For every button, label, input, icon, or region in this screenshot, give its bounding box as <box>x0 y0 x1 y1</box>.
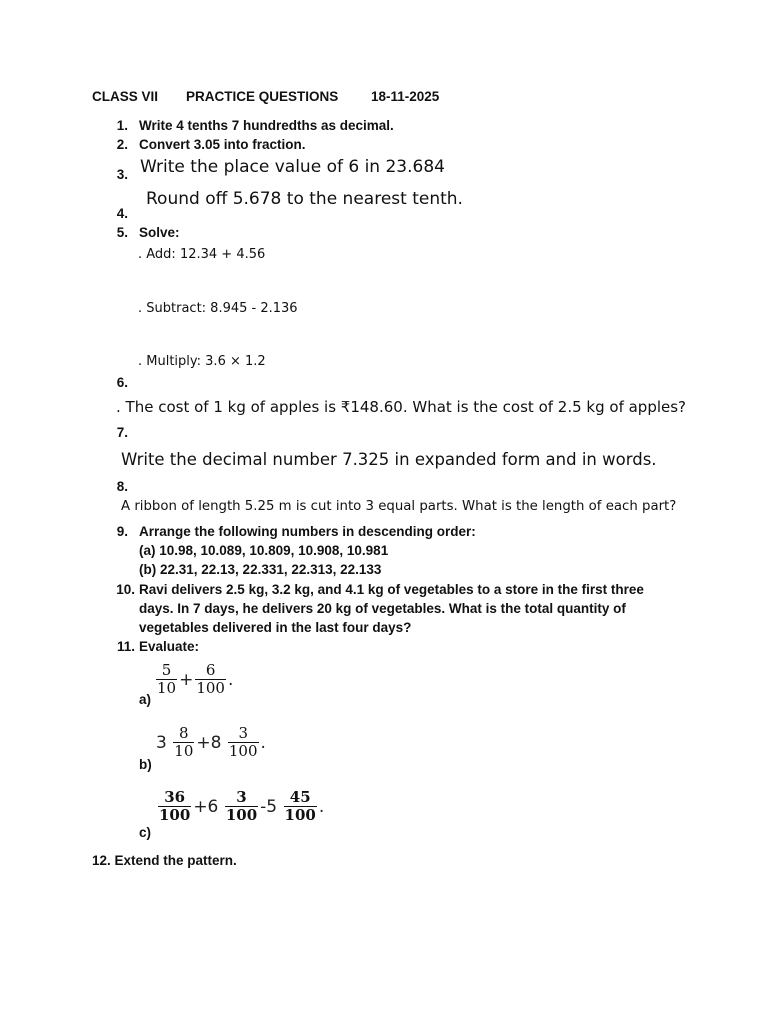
solve-part-add: . Add: 12.34 + 4.56 <box>138 247 266 262</box>
operator: + <box>179 669 194 690</box>
question-number: 5. <box>116 225 128 240</box>
expression-b <box>156 725 268 760</box>
question-9-text: Arrange the following numbers in descending order: <box>139 524 476 539</box>
question-10-line-2: days. In 7 days, he delivers 20 kg of vegetables. What is the total quantity of <box>139 601 626 616</box>
question-10-line-1: Ravi delivers 2.5 kg, 3.2 kg, and 4.1 kg of vegetables to a store in the first three <box>139 582 644 597</box>
question-number: 1. <box>116 118 128 133</box>
question-6-text: . The cost of 1 kg of apples is ₹148.60. What is the cost of 2.5 kg of apples? <box>116 398 687 416</box>
question-number: 9. <box>116 524 128 539</box>
fraction <box>225 789 258 824</box>
fraction <box>173 725 194 760</box>
question-5-text: Solve: <box>139 225 180 240</box>
expression-c <box>158 789 326 824</box>
class-label: CLASS VII <box>92 89 159 104</box>
fraction <box>284 789 317 824</box>
question-4-text: Round off 5.678 to the nearest tenth. <box>146 189 463 209</box>
question-10-line-3: vegetables delivered in the last four days? <box>139 620 412 635</box>
numerator: 36 <box>164 788 186 806</box>
whole-number: 3 <box>156 732 167 753</box>
question-number: 2. <box>116 137 128 152</box>
solve-part-multiply: . Multiply: 3.6 × 1.2 <box>138 354 266 369</box>
period: . <box>260 732 266 753</box>
expression-b-label: b) <box>139 757 152 772</box>
numerator: 3 <box>238 724 248 742</box>
denominator: 100 <box>225 806 258 824</box>
question-7-text: Write the decimal number 7.325 in expanded form and in words. <box>121 450 657 469</box>
solve-part-subtract: . Subtract: 8.945 - 2.136 <box>138 301 298 316</box>
denominator: 10 <box>157 679 177 697</box>
question-number: 6. <box>116 375 128 390</box>
operator: +6 <box>193 796 219 817</box>
denominator: 10 <box>174 742 194 760</box>
question-1-text: Write 4 tenths 7 hundredths as decimal. <box>139 118 394 133</box>
numerator: 5 <box>161 661 172 679</box>
denominator: 100 <box>228 742 258 760</box>
operator: -5 <box>260 796 278 817</box>
operator: +8 <box>196 732 222 753</box>
numerator: 6 <box>205 661 216 679</box>
question-number: 7. <box>116 425 128 440</box>
period: . <box>318 796 325 817</box>
question-9-part-a: (a) 10.98, 10.089, 10.809, 10.908, 10.981 <box>139 543 389 558</box>
question-number: 3. <box>116 167 128 182</box>
question-number: 11. <box>116 639 135 654</box>
question-number: 10. <box>116 582 135 597</box>
fraction <box>158 789 191 824</box>
date-label: 18-11-2025 <box>371 89 440 104</box>
expression-c-label: c) <box>139 825 152 840</box>
numerator: 8 <box>179 724 189 742</box>
numerator: 3 <box>236 788 247 806</box>
expression-a <box>156 662 235 697</box>
fraction <box>156 662 177 697</box>
expression-a-label: a) <box>139 692 152 707</box>
question-number: 8. <box>116 479 128 494</box>
question-number: 4. <box>116 206 128 221</box>
question-2-text: Convert 3.05 into fraction. <box>139 137 306 152</box>
period: . <box>227 669 234 690</box>
denominator: 100 <box>284 806 316 824</box>
numerator: 45 <box>289 788 311 806</box>
question-9-part-b: (b) 22.31, 22.13, 22.331, 22.313, 22.133 <box>139 562 382 577</box>
fraction <box>195 662 226 697</box>
denominator: 100 <box>196 679 225 697</box>
question-8-text: A ribbon of length 5.25 m is cut into 3 equal parts. What is the length of each part? <box>121 499 677 514</box>
question-11-text: Evaluate: <box>139 639 200 654</box>
denominator: 100 <box>159 806 191 824</box>
question-3-text: Write the place value of 6 in 23.684 <box>140 157 445 177</box>
question-12-text: 12. Extend the pattern. <box>92 853 237 868</box>
fraction <box>228 725 259 760</box>
page-title: PRACTICE QUESTIONS <box>186 89 339 104</box>
